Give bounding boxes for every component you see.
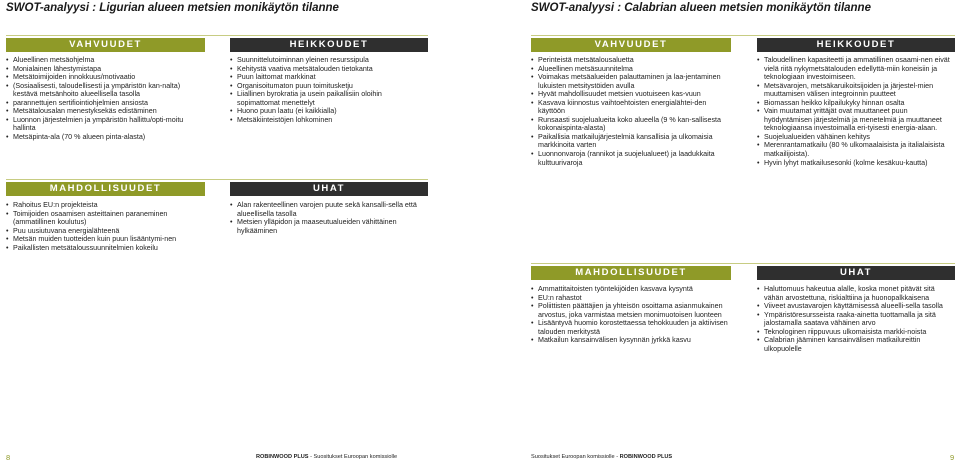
list-item: • Perinteistä metsätalousaluetta (531, 56, 729, 65)
list-item: • Paikallisia matkailujärjestelmiä kansallisia ja ulkomaisia markkinoita varten (531, 133, 729, 150)
list-item: • Alueellinen metsäsuunnitelma (531, 65, 729, 74)
list-item: • EU:n rahastot (531, 294, 729, 303)
list-item: • Viiveet avustavarojen käyttämisessä alueelli-sella tasolla (757, 302, 955, 311)
list-item: • parannettujen sertifiointiohjelmien ansiosta (6, 99, 202, 108)
right-middle-band (531, 263, 955, 264)
left-strengths-header: VAHVUUDET (6, 38, 205, 52)
list-item: • Suunnittelutoiminnan yleinen resurssipula (230, 56, 426, 65)
footer-brand: ROBINWOOD PLUS (256, 454, 309, 460)
right-opportunities-header: MAHDOLLISUUDET (531, 266, 731, 280)
list-item: • Metsävarojen, metsäkaruikoitsijoiden ja järjestel-mien muuttamisen välisen integroinnin puutteet (757, 82, 955, 99)
right-threats-header: UHAT (757, 266, 955, 280)
footer-brand: ROBINWOOD PLUS (619, 454, 673, 460)
list-item: • Hyvät mahdollisuudet metsien vuotuiseen kas-vuun (531, 90, 729, 99)
list-item: • Huono puun laatu (ei kaikkialla) (230, 107, 426, 116)
list-item: • Ympäristöresursseista raaka-ainetta tuottamalla ja sitä jalostamalla saatava vähäinen arvo (757, 311, 955, 328)
list-item: • Vain muutamat yrittäjät ovat muuttaneet puun hyödyntämisen järjestelmiä ja menetelmiä ja muuttaneet teknologiaansa investoimalla eri-tyisesti energia-alaan. (757, 107, 955, 133)
list-item: • Matkailun kansainvälisen kysynnän jyrkkä kasvu (531, 336, 729, 345)
list-item: • Ammattitaitoisten työntekijöiden kasvava kysyntä (531, 285, 729, 294)
left-page-number: 8 (6, 453, 11, 462)
list-item: • Luonnonvaroja (rannikot ja suojelualueet) ja laadukkaita kulttuurivaroja (531, 150, 729, 167)
right-strengths-header: VAHVUUDET (531, 38, 731, 52)
list-item: • Luonnon järjestelmien ja ympäristön hallittu/opti-moitu hallinta (6, 116, 202, 133)
right-footer (531, 454, 672, 460)
list-item: • Metsien ylläpidon ja maaseutualueiden vähittäinen hylkääminen (230, 218, 426, 235)
left-page-title: SWOT-analyysi : Ligurian alueen metsien monikäytön tilanne (6, 2, 339, 14)
left-opportunities-header: MAHDOLLISUUDET (6, 182, 205, 196)
list-item: • Lisääntyvä huomio korostettaessa tehokkuuden ja aktiivisen talouden merkitystä (531, 319, 729, 336)
list-item: • Monialainen lähestymistapa (6, 65, 202, 74)
list-item: • Metsätoimijoiden innokkuus/motivaatio (6, 73, 202, 82)
left-threats-list (230, 201, 426, 235)
list-item: • Haluttomuus hakeutua alalle, koska monet pitävät sitä vähän arvostettuna, riskialttiina ja huonopalkkaisena (757, 285, 955, 302)
left-weaknesses-list (230, 56, 426, 124)
footer-text: Suositukset Euroopan komissiolle - (531, 454, 620, 460)
list-item: • Rahoitus EU:n projekteista (6, 201, 202, 210)
list-item: • Toimijoiden osaamisen asteittainen paraneminen (ammatillinen koulutus) (6, 210, 202, 227)
left-strengths-list (6, 56, 202, 141)
list-item: • Teknologinen riippuvuus ulkomaisista markki-noista (757, 328, 955, 337)
list-item: • Hyvin lyhyt matkailusesonki (kolme kesäkuu-kautta) (757, 159, 955, 168)
left-weaknesses-header: HEIKKOUDET (230, 38, 428, 52)
list-item: • Metsätalousalan menestyksekäs edistäminen (6, 107, 202, 116)
footer-text: - Suositukset Euroopan komissiolle (308, 454, 398, 460)
right-top-band (531, 35, 955, 36)
list-item: • Taloudellinen kapasiteetti ja ammatillinen osaami-nen eivät vielä riitä nykymetsätalouden edellyttä-miin koneisiin ja teknologiaan investoimiseen. (757, 56, 955, 82)
list-item: • Liiallinen byrokratia ja usein paikallisiin oloihin sopimattomat menettelyt (230, 90, 426, 107)
list-item: • Kehitystä vaativa metsätalouden tietokanta (230, 65, 426, 74)
list-item: • Kasvava kiinnostus vaihtoehtoisten energialähtei-den käyttöön (531, 99, 729, 116)
right-opportunities-list (531, 285, 729, 345)
list-item: • Poliittisten päättäjien ja yhteisön osoittama asianmukainen arvostus, joka varmistaa metsien monimuotoisen luonteen (531, 302, 729, 319)
list-item: • Metsän muiden tuotteiden kuin puun lisääntymi-nen (6, 235, 202, 244)
list-item: • Voimakas metsäalueiden palauttaminen ja laa-jentaminen lukuisten metsitystöiden avulla (531, 73, 729, 90)
left-opportunities-list (6, 201, 202, 252)
left-middle-band (6, 179, 428, 180)
left-top-band (6, 35, 428, 36)
list-item: • Paikallisten metsätaloussuunnitelmien kokeilu (6, 244, 202, 253)
list-item: • Biomassan heikko kilpailukyky hinnan osalta (757, 99, 955, 108)
right-threats-list (757, 285, 955, 353)
list-item: • Suojelualueiden vähäinen kehitys (757, 133, 955, 142)
list-item: • Calabrian jääminen kansainvälisen matkailureittin ulkopuolelle (757, 336, 955, 353)
left-threats-header: UHAT (230, 182, 428, 196)
right-page-number: 9 (950, 453, 955, 462)
list-item: • Puu uusiutuvana energialähteenä (6, 227, 202, 236)
list-item: • Runsaasti suojelualueita koko alueella (9 % kan-sallisesta kokonaispinta-alasta) (531, 116, 729, 133)
right-weaknesses-list (757, 56, 955, 167)
right-page-title: SWOT-analyysi : Calabrian alueen metsien monikäytön tilanne (531, 2, 871, 14)
list-item: • Metsäpinta-ala (70 % alueen pinta-alasta) (6, 133, 202, 142)
list-item: • Metsäkiinteistöjen lohkominen (230, 116, 426, 125)
list-item: • Alan rakenteellinen varojen puute sekä kansalli-sella että alueellisella tasolla (230, 201, 426, 218)
list-item: • Alueellinen metsäohjelma (6, 56, 202, 65)
list-item: • Puun laittomat markkinat (230, 73, 426, 82)
list-item: • Merenrantamatkailu (80 % ulkomaalaisista ja italialaisista matkailijoista). (757, 141, 955, 158)
list-item: • Organisoitumaton puun toimitusketju (230, 82, 426, 91)
list-item: • (Sosiaalisesti, taloudellisesti ja ympäristön kan-nalta) kestävä metsänhoito alueellisella tasolla (6, 82, 202, 99)
right-weaknesses-header: HEIKKOUDET (757, 38, 955, 52)
left-footer (256, 454, 397, 460)
right-strengths-list (531, 56, 729, 167)
